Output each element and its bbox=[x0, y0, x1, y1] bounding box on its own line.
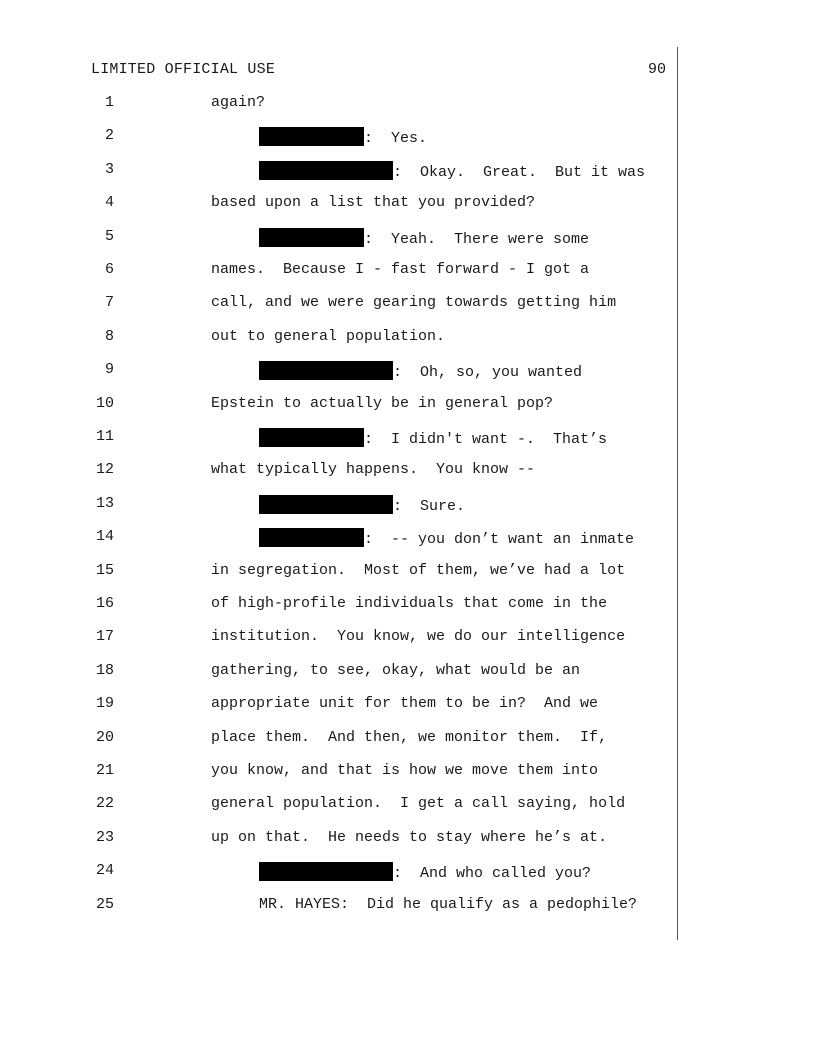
line-text: : Yes. bbox=[364, 130, 428, 148]
line-number: 18 bbox=[95, 661, 114, 679]
line-text: : -- you don’t want an inmate bbox=[364, 531, 635, 549]
line-number: 7 bbox=[104, 294, 114, 312]
redacted-speaker-name bbox=[259, 127, 364, 146]
line-text: gathering, to see, okay, what would be an bbox=[211, 661, 581, 679]
redacted-speaker-name bbox=[259, 228, 364, 247]
line-text: call, and we were gearing towards getting him bbox=[211, 294, 617, 312]
line-number: 14 bbox=[95, 528, 114, 546]
line-text: place them. And then, we monitor them. If, bbox=[211, 728, 608, 746]
transcript-line bbox=[0, 228, 680, 250]
transcript-line bbox=[0, 695, 680, 717]
transcript-line bbox=[0, 194, 680, 216]
line-number: 22 bbox=[95, 795, 114, 813]
line-text: based upon a list that you provided? bbox=[211, 194, 536, 212]
line-number: 2 bbox=[104, 127, 114, 145]
transcript-line bbox=[0, 896, 680, 918]
line-number: 3 bbox=[104, 160, 114, 178]
line-number: 24 bbox=[95, 862, 114, 880]
line-text: MR. HAYES: Did he qualify as a pedophile? bbox=[259, 895, 638, 913]
line-number: 9 bbox=[104, 361, 114, 379]
redacted-speaker-name bbox=[259, 862, 393, 881]
line-number: 4 bbox=[104, 194, 114, 212]
line-text: in segregation. Most of them, we’ve had a lot bbox=[211, 561, 626, 579]
line-text: you know, and that is how we move them into bbox=[211, 762, 599, 779]
line-number: 21 bbox=[95, 762, 114, 779]
transcript-line bbox=[0, 294, 680, 316]
line-text: names. Because I - fast forward - I got a bbox=[211, 261, 590, 278]
line-text: what typically happens. You know -- bbox=[211, 461, 536, 479]
transcript-line bbox=[0, 161, 680, 183]
line-text: Epstein to actually be in general pop? bbox=[211, 394, 554, 412]
transcript-line bbox=[0, 762, 680, 784]
line-number: 6 bbox=[104, 261, 114, 278]
transcript-line bbox=[0, 495, 680, 517]
line-text: : Oh, so, you wanted bbox=[393, 364, 583, 382]
redacted-speaker-name bbox=[259, 428, 364, 447]
transcript-line bbox=[0, 428, 680, 450]
transcript-line bbox=[0, 94, 680, 116]
transcript-line bbox=[0, 862, 680, 884]
line-text: : I didn't want -. That’s bbox=[364, 431, 608, 448]
speaker-line bbox=[259, 862, 591, 882]
redacted-speaker-name bbox=[259, 161, 393, 180]
line-number: 13 bbox=[95, 494, 114, 512]
speaker-line bbox=[259, 127, 427, 147]
line-number: 16 bbox=[95, 595, 114, 612]
speaker-line bbox=[259, 228, 589, 248]
speaker-line bbox=[259, 361, 582, 381]
line-number: 15 bbox=[95, 561, 114, 579]
redacted-speaker-name bbox=[259, 495, 393, 514]
transcript-line bbox=[0, 528, 680, 550]
line-number: 11 bbox=[95, 428, 114, 445]
line-number: 20 bbox=[95, 728, 114, 746]
transcript-line bbox=[0, 461, 680, 483]
line-text: : Yeah. There were some bbox=[364, 230, 590, 248]
line-number: 12 bbox=[95, 461, 114, 479]
line-text: out to general population. bbox=[211, 327, 446, 345]
line-number: 17 bbox=[95, 628, 114, 646]
line-number: 1 bbox=[104, 94, 114, 111]
transcript-line bbox=[0, 328, 680, 350]
redacted-speaker-name bbox=[259, 528, 364, 547]
line-text: institution. You know, we do our intelligence bbox=[211, 628, 626, 646]
line-text: : Okay. Great. But it was bbox=[393, 163, 646, 181]
speaker-line bbox=[259, 428, 607, 448]
transcript-line bbox=[0, 628, 680, 650]
speaker-line bbox=[259, 495, 465, 515]
line-number: 23 bbox=[95, 828, 114, 846]
transcript-line bbox=[0, 829, 680, 851]
line-text: up on that. He needs to stay where he’s at. bbox=[211, 828, 608, 846]
line-number: 25 bbox=[95, 895, 114, 913]
transcript-line bbox=[0, 261, 680, 283]
page-number: 90 bbox=[647, 61, 666, 78]
redacted-speaker-name bbox=[259, 361, 393, 380]
line-text: : And who called you? bbox=[393, 865, 592, 883]
line-number: 10 bbox=[95, 394, 114, 412]
line-text: again? bbox=[211, 94, 266, 111]
line-number: 5 bbox=[104, 227, 114, 245]
transcript-line bbox=[0, 361, 680, 383]
speaker-line bbox=[259, 161, 645, 181]
transcript-line bbox=[0, 562, 680, 584]
line-text: of high-profile individuals that come in the bbox=[211, 595, 608, 612]
transcript-line bbox=[0, 595, 680, 617]
transcript-line bbox=[0, 395, 680, 417]
line-text: appropriate unit for them to be in? And we bbox=[211, 695, 599, 713]
transcript-line bbox=[0, 795, 680, 817]
transcript-line bbox=[0, 729, 680, 751]
line-number: 19 bbox=[95, 695, 114, 713]
classification-header: LIMITED OFFICIAL USE bbox=[91, 61, 276, 78]
transcript-line bbox=[0, 662, 680, 684]
line-text: general population. I get a call saying, hold bbox=[211, 795, 626, 813]
line-text: : Sure. bbox=[393, 497, 466, 515]
speaker-line bbox=[259, 528, 634, 548]
transcript-line bbox=[0, 127, 680, 149]
line-number: 8 bbox=[104, 327, 114, 345]
